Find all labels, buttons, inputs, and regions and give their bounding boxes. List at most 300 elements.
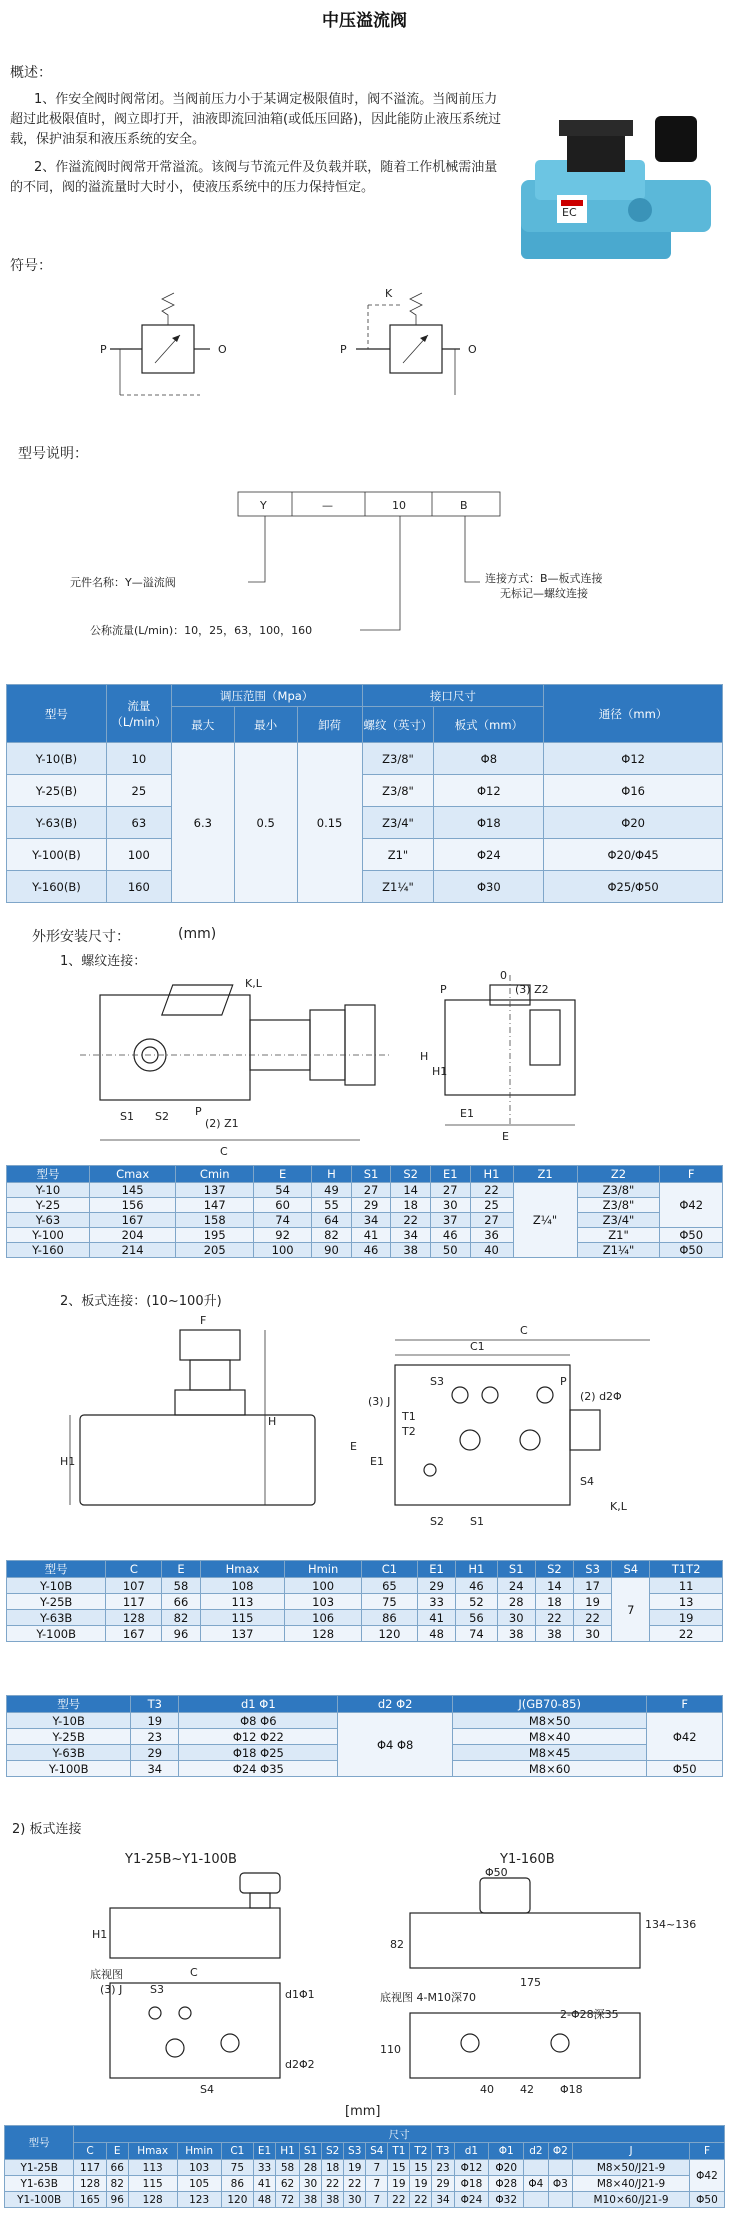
symbol-k-label: K xyxy=(385,287,393,300)
label-zero: 0 xyxy=(500,969,507,982)
table-cell: 30 xyxy=(574,1626,612,1642)
table-cell: 86 xyxy=(221,2176,253,2192)
table-cell: Z3/4" xyxy=(362,807,434,839)
table-cell: Z1¼" xyxy=(577,1243,660,1258)
table-cell: 128 xyxy=(128,2192,177,2208)
th-diameter: 通径（mm） xyxy=(544,685,723,743)
table-cell: 19 xyxy=(388,2176,410,2192)
table-cell: 156 xyxy=(89,1198,175,1213)
table-cell: 66 xyxy=(106,2160,128,2176)
table-header-cell: S2 xyxy=(535,1561,573,1578)
table-header-cell: 型号 xyxy=(7,1166,90,1183)
table-header-cell: S1 xyxy=(497,1561,535,1578)
table-header-cell: Z2 xyxy=(577,1166,660,1183)
table-cell: 92 xyxy=(254,1228,312,1243)
dim-e-plate: E xyxy=(350,1440,357,1453)
table-cell: Φ12 Φ22 xyxy=(179,1729,338,1745)
table-cell: Z¼" xyxy=(513,1183,577,1258)
dim-s1-plate: S1 xyxy=(470,1515,484,1528)
table-header-cell: F xyxy=(647,1696,723,1713)
drawing-right-title: Y1-160B xyxy=(500,1852,555,1867)
table-cell: 56 xyxy=(456,1610,497,1626)
table-cell: Φ12 xyxy=(544,743,723,775)
label-134: 134~136 xyxy=(645,1918,697,1931)
dim-s1: S1 xyxy=(120,1110,134,1123)
table-cell: 100 xyxy=(285,1578,362,1594)
table-cell: 27 xyxy=(351,1183,391,1198)
table-cell: 10 xyxy=(106,743,171,775)
drawing-left-title: Y1-25B~Y1-100B xyxy=(125,1852,237,1867)
table-cell: 48 xyxy=(254,2192,276,2208)
table-cell: 29 xyxy=(131,1745,179,1761)
model-right-note-1: 连接方式：B—板式连接 xyxy=(485,572,603,585)
table-row xyxy=(7,1183,723,1198)
dim-h1: H1 xyxy=(432,1065,448,1078)
table-header-cell: C xyxy=(106,1561,162,1578)
table-header-cell: Cmax xyxy=(89,1166,175,1183)
spec-table-plate xyxy=(6,1560,723,1642)
dim-c-b: C xyxy=(190,1966,198,1979)
table-cell: 14 xyxy=(535,1578,573,1594)
table-cell: 66 xyxy=(162,1594,200,1610)
table-cell: 113 xyxy=(200,1594,285,1610)
table-header-cell: F xyxy=(660,1166,723,1183)
label-d2-b: d2Φ2 xyxy=(285,2058,315,2071)
label-base-4: 底视图 4-M10深70 xyxy=(380,1991,476,2004)
table-cell: 11 xyxy=(650,1578,723,1594)
table-header-cell: E1 xyxy=(254,2143,276,2160)
table-row xyxy=(7,1578,723,1594)
table-cell: 58 xyxy=(162,1578,200,1594)
table-cell: 33 xyxy=(254,2160,276,2176)
table-cell: 123 xyxy=(177,2192,221,2208)
model-left-note: 元件名称：Y—溢流阀 xyxy=(70,576,176,589)
table-cell: Φ20/Φ45 xyxy=(544,839,723,871)
dim-c1: C1 xyxy=(470,1340,485,1353)
table-cell: 0.5 xyxy=(234,743,297,903)
label-40: 40 xyxy=(480,2083,494,2096)
table-cell: 34 xyxy=(391,1228,431,1243)
table-header-cell: H1 xyxy=(276,2143,300,2160)
symbol-p-label-2: P xyxy=(340,343,347,356)
label-j-b: (3) J xyxy=(100,1983,123,1996)
table-header-cell: T3 xyxy=(131,1696,179,1713)
table-cell: 62 xyxy=(276,2176,300,2192)
table-header-cell: E1 xyxy=(430,1166,470,1183)
table-cell: 75 xyxy=(361,1594,417,1610)
table-cell: Φ50 xyxy=(689,2192,724,2208)
table-cell: Φ20 xyxy=(489,2160,524,2176)
table-cell: 147 xyxy=(176,1198,254,1213)
table-header-cell: S2 xyxy=(391,1166,431,1183)
symbol-p-label-1: P xyxy=(100,343,107,356)
overview-paragraph-1: 1、作安全阀时阀常闭。当阀前压力小于某调定极限值时，阀不溢流。当阀前压力超过此极限值时，阀立即打开，油液即流回油箱(或低压回路)，因此能防止液压系统过载，保护油泵和液压系统的安全。 xyxy=(10,92,502,147)
table-cell: Φ12 xyxy=(434,775,544,807)
table-cell: 108 xyxy=(200,1578,285,1594)
table-header-cell: d1 xyxy=(454,2143,489,2160)
table-cell: 72 xyxy=(276,2192,300,2208)
table-cell: 128 xyxy=(74,2176,106,2192)
table-cell: Y1-63B xyxy=(5,2176,74,2192)
table-row xyxy=(7,1713,723,1729)
table-header-cell: J(GB70-85) xyxy=(452,1696,647,1713)
table-cell: M8×50 xyxy=(452,1713,647,1729)
table-cell: 24 xyxy=(497,1578,535,1594)
table-cell: 48 xyxy=(417,1626,455,1642)
dim-h1-plate: H1 xyxy=(60,1455,76,1468)
table-cell: Φ18 xyxy=(454,2176,489,2192)
table-cell: 38 xyxy=(535,1626,573,1642)
table-cell: 23 xyxy=(432,2160,454,2176)
table-cell: 15 xyxy=(410,2160,432,2176)
label-hole: 2-Φ28深35 xyxy=(560,2008,619,2021)
th-thread: 螺纹（英寸） xyxy=(362,707,434,743)
table-cell: Φ4 Φ8 xyxy=(338,1713,452,1777)
table-cell: Φ12 xyxy=(454,2160,489,2176)
table-cell: 41 xyxy=(254,2176,276,2192)
table-cell: 22 xyxy=(344,2176,366,2192)
table-header-cell: S3 xyxy=(574,1561,612,1578)
table-header-cell: E xyxy=(162,1561,200,1578)
table-cell: 27 xyxy=(430,1183,470,1198)
table-cell: 100 xyxy=(254,1243,312,1258)
table-cell: 19 xyxy=(344,2160,366,2176)
table-cell: 18 xyxy=(322,2160,344,2176)
symbol-o-label-1: O xyxy=(218,343,227,356)
table-cell: 30 xyxy=(430,1198,470,1213)
table-cell: 65 xyxy=(361,1578,417,1594)
table-cell: Φ24 xyxy=(434,839,544,871)
table-cell: 214 xyxy=(89,1243,175,1258)
table-cell: 63 xyxy=(106,807,171,839)
overview-heading: 概述： xyxy=(10,65,52,81)
table-cell: 105 xyxy=(177,2176,221,2192)
table-header-cell: d2 xyxy=(524,2143,549,2160)
dim-h-plate: H xyxy=(268,1415,277,1428)
table-cell: 128 xyxy=(106,1610,162,1626)
table-cell: 29 xyxy=(351,1198,391,1213)
table-cell: 74 xyxy=(254,1213,312,1228)
table-cell: 167 xyxy=(89,1213,175,1228)
table-cell: 205 xyxy=(176,1243,254,1258)
section-plate-heading: 2、板式连接：(10~100升) xyxy=(60,1294,222,1309)
label-kl: K,L xyxy=(245,977,262,990)
brand-label: EC xyxy=(562,206,577,219)
table-cell: 27 xyxy=(470,1213,513,1228)
table-cell: 6.3 xyxy=(171,743,234,903)
table-cell: 54 xyxy=(254,1183,312,1198)
table-cell: M8×60 xyxy=(452,1761,647,1777)
table-cell: 25 xyxy=(106,775,171,807)
table-cell: Φ50 xyxy=(660,1228,723,1243)
thread-connection-drawing xyxy=(60,965,710,1165)
model-box-10: 10 xyxy=(392,499,406,512)
table-cell: M8×40/J21-9 xyxy=(573,2176,690,2192)
label-175: 175 xyxy=(520,1976,541,1989)
table-cell: Y1-100B xyxy=(5,2192,74,2208)
table-row xyxy=(7,1243,723,1258)
table-cell: Φ8 xyxy=(434,743,544,775)
hydraulic-symbols xyxy=(100,285,550,415)
table-cell: 40 xyxy=(470,1243,513,1258)
table-cell: 38 xyxy=(391,1243,431,1258)
table-cell: M8×40 xyxy=(452,1729,647,1745)
table-header-cell: 型号 xyxy=(7,1696,131,1713)
label-j: (3) J xyxy=(368,1395,391,1408)
table-header-cell: H1 xyxy=(456,1561,497,1578)
th-pressure-range: 调压范围（Mpa） xyxy=(171,685,362,707)
table-cell: 55 xyxy=(312,1198,352,1213)
dim-t1: T1 xyxy=(402,1410,416,1423)
table-cell: Z1" xyxy=(577,1228,660,1243)
table-cell: Φ24 Φ35 xyxy=(179,1761,338,1777)
table-row xyxy=(7,839,723,871)
table-header-cell: d2 Φ2 xyxy=(338,1696,452,1713)
model-code-diagram xyxy=(60,490,660,655)
table-cell: 14 xyxy=(391,1183,431,1198)
table-cell: 82 xyxy=(106,2176,128,2192)
table-cell: Φ50 xyxy=(660,1243,723,1258)
table-cell: Y-160 xyxy=(7,1243,90,1258)
table-cell: 204 xyxy=(89,1228,175,1243)
table-header-cell: Hmax xyxy=(128,2143,177,2160)
table-cell: 115 xyxy=(128,2176,177,2192)
table-header-cell: T3 xyxy=(432,2143,454,2160)
table-header-cell: E xyxy=(106,2143,128,2160)
table-cell xyxy=(524,2192,549,2208)
label-82: 82 xyxy=(390,1938,404,1951)
table-cell: 29 xyxy=(417,1578,455,1594)
table-header-cell: C1 xyxy=(221,2143,253,2160)
table-cell: 22 xyxy=(470,1183,513,1198)
table-cell: 22 xyxy=(391,1213,431,1228)
table-cell: 75 xyxy=(221,2160,253,2176)
table-cell: 22 xyxy=(535,1610,573,1626)
th-max: 最大 xyxy=(171,707,234,743)
table-header-cell: C xyxy=(74,2143,106,2160)
symbol-heading: 符号： xyxy=(10,258,52,274)
spec-table-thread xyxy=(6,1165,723,1258)
section-thread-heading: 1、螺纹连接： xyxy=(60,954,147,969)
label-phi50: Φ50 xyxy=(485,1868,508,1879)
table-cell: 137 xyxy=(176,1183,254,1198)
dim-h1-b: H1 xyxy=(92,1928,108,1941)
table-cell: 19 xyxy=(131,1713,179,1729)
table-cell xyxy=(524,2160,549,2176)
table-header-cell: 型号 xyxy=(5,2126,74,2160)
table-header-cell: Z1 xyxy=(513,1166,577,1183)
table-cell: Y-10B xyxy=(7,1713,131,1729)
table-row xyxy=(7,807,723,839)
table-cell: Y-100(B) xyxy=(7,839,107,871)
label-p-right: P xyxy=(440,983,447,996)
table-cell: 117 xyxy=(106,1594,162,1610)
table-header-cell: S1 xyxy=(300,2143,322,2160)
table-cell: 120 xyxy=(361,1626,417,1642)
table-cell: Y-63(B) xyxy=(7,807,107,839)
table-cell xyxy=(548,2160,573,2176)
table-cell: 18 xyxy=(535,1594,573,1610)
table-cell: 7 xyxy=(366,2176,388,2192)
dim-s3-b: S3 xyxy=(150,1983,164,1996)
table-cell: Z1" xyxy=(362,839,434,871)
table-header-cell: Hmax xyxy=(200,1561,285,1578)
table-header-cell: E1 xyxy=(417,1561,455,1578)
th-unload: 卸荷 xyxy=(297,707,362,743)
table-cell: Y-25B xyxy=(7,1729,131,1745)
table-header-cell: d1 Φ1 xyxy=(179,1696,338,1713)
spec-table-plate-2 xyxy=(4,2125,725,2208)
table-cell: 23 xyxy=(131,1729,179,1745)
table-cell: 46 xyxy=(351,1243,391,1258)
table-cell: 22 xyxy=(650,1626,723,1642)
table-cell: 28 xyxy=(300,2160,322,2176)
table-cell: 49 xyxy=(312,1183,352,1198)
table-header-cell: 尺寸 xyxy=(74,2126,725,2143)
table-header-cell: Hmin xyxy=(285,1561,362,1578)
table-cell: 7 xyxy=(366,2192,388,2208)
table-row xyxy=(7,775,723,807)
table-header-cell: T1T2 xyxy=(650,1561,723,1578)
table-header-cell: S1 xyxy=(351,1166,391,1183)
table-cell: 117 xyxy=(74,2160,106,2176)
table-cell: 107 xyxy=(106,1578,162,1594)
plate-connection-drawing xyxy=(50,1310,710,1550)
dim-f-plate: F xyxy=(200,1314,207,1327)
table-cell: 28 xyxy=(497,1594,535,1610)
table-cell: Y-63 xyxy=(7,1213,90,1228)
label-110: 110 xyxy=(380,2043,401,2056)
table-header-cell: J xyxy=(573,2143,690,2160)
table-cell: Φ42 xyxy=(689,2160,724,2192)
section-plate2-heading: 2) 板式连接 xyxy=(12,1822,82,1837)
spec-table-plate-bolts xyxy=(6,1695,723,1777)
mm-label: [mm] xyxy=(345,2104,381,2119)
model-flow-note: 公称流量(L/min)：10，25，63，100，160 xyxy=(90,624,313,637)
table-cell: 34 xyxy=(131,1761,179,1777)
table-cell: 13 xyxy=(650,1594,723,1610)
table-header-cell: C1 xyxy=(361,1561,417,1578)
table-cell: 115 xyxy=(200,1610,285,1626)
table-cell: 22 xyxy=(574,1610,612,1626)
table-header-cell: H1 xyxy=(470,1166,513,1183)
table-cell: M8×50/J21-9 xyxy=(573,2160,690,2176)
table-cell: 18 xyxy=(391,1198,431,1213)
table-cell: Y-10(B) xyxy=(7,743,107,775)
table-header-cell: T1 xyxy=(388,2143,410,2160)
table-cell: 25 xyxy=(470,1198,513,1213)
table-cell: 90 xyxy=(312,1243,352,1258)
table-cell: 82 xyxy=(162,1610,200,1626)
plate-connection-drawing-2 xyxy=(80,1868,700,2098)
table-cell: Z3/8" xyxy=(362,743,434,775)
table-cell: Φ8 Φ6 xyxy=(179,1713,338,1729)
table-header-cell: S4 xyxy=(366,2143,388,2160)
table-cell: 145 xyxy=(89,1183,175,1198)
th-model: 型号 xyxy=(7,685,107,743)
model-right-note-2: 无标记—螺纹连接 xyxy=(500,587,588,600)
table-cell: 41 xyxy=(417,1610,455,1626)
table-cell: Φ30 xyxy=(434,871,544,903)
table-cell: Φ18 Φ25 xyxy=(179,1745,338,1761)
th-port-size: 接口尺寸 xyxy=(362,685,544,707)
table-cell: 58 xyxy=(276,2160,300,2176)
dim-c-plate: C xyxy=(520,1324,528,1337)
table-cell: 33 xyxy=(417,1594,455,1610)
model-box-b: B xyxy=(460,499,468,512)
table-cell: 120 xyxy=(221,2192,253,2208)
table-cell: 46 xyxy=(430,1228,470,1243)
th-min: 最小 xyxy=(234,707,297,743)
table-cell: Z3/4" xyxy=(577,1213,660,1228)
table-row xyxy=(5,2160,725,2176)
table-cell: Φ16 xyxy=(544,775,723,807)
table-cell: Z1¼" xyxy=(362,871,434,903)
table-cell: 7 xyxy=(612,1578,650,1642)
table-cell: 64 xyxy=(312,1213,352,1228)
spec-table-main xyxy=(6,684,723,903)
table-cell: Φ32 xyxy=(489,2192,524,2208)
table-cell: 19 xyxy=(410,2176,432,2192)
table-cell: 195 xyxy=(176,1228,254,1243)
table-cell: Y-100B xyxy=(7,1761,131,1777)
table-cell: 34 xyxy=(351,1213,391,1228)
label-d2: (2) d2Φ xyxy=(580,1390,622,1403)
table-cell: Φ25/Φ50 xyxy=(544,871,723,903)
table-cell: 37 xyxy=(430,1213,470,1228)
table-cell: Y-100B xyxy=(7,1626,106,1642)
dim-h: H xyxy=(420,1050,429,1063)
label-d1: d1Φ1 xyxy=(285,1988,315,2001)
table-cell: 30 xyxy=(497,1610,535,1626)
table-row xyxy=(5,2176,725,2192)
table-row xyxy=(5,2192,725,2208)
table-cell: M10×60/J21-9 xyxy=(573,2192,690,2208)
table-cell: Y-100 xyxy=(7,1228,90,1243)
table-row xyxy=(7,1228,723,1243)
label-z2: (3) Z2 xyxy=(515,983,549,996)
table-cell: 74 xyxy=(456,1626,497,1642)
table-cell: 30 xyxy=(344,2192,366,2208)
dim-s2-plate: S2 xyxy=(430,1515,444,1528)
label-base-left: 底视图 xyxy=(90,1968,123,1981)
table-header-cell: 型号 xyxy=(7,1561,106,1578)
table-header-cell: T2 xyxy=(410,2143,432,2160)
table-cell: Y-63B xyxy=(7,1610,106,1626)
table-cell: 113 xyxy=(128,2160,177,2176)
dim-s4-b: S4 xyxy=(200,2083,214,2096)
table-cell: 36 xyxy=(470,1228,513,1243)
table-cell: 19 xyxy=(574,1594,612,1610)
dim-e1: E1 xyxy=(460,1107,474,1120)
table-cell: 82 xyxy=(312,1228,352,1243)
table-cell: 160 xyxy=(106,871,171,903)
page-title: 中压溢流阀 xyxy=(322,11,407,31)
table-header-cell: F xyxy=(689,2143,724,2160)
table-cell: Φ28 xyxy=(489,2176,524,2192)
dim-s3: S3 xyxy=(430,1375,444,1388)
table-cell: 22 xyxy=(410,2192,432,2208)
label-p: P xyxy=(195,1105,202,1118)
table-cell: Φ42 xyxy=(647,1713,723,1761)
table-header-cell: Cmin xyxy=(176,1166,254,1183)
label-z1: (2) Z1 xyxy=(205,1117,239,1130)
table-cell: Φ50 xyxy=(647,1761,723,1777)
table-header-cell: Hmin xyxy=(177,2143,221,2160)
table-cell: 7 xyxy=(366,2160,388,2176)
table-cell: Y-25 xyxy=(7,1198,90,1213)
table-cell: 30 xyxy=(300,2176,322,2192)
